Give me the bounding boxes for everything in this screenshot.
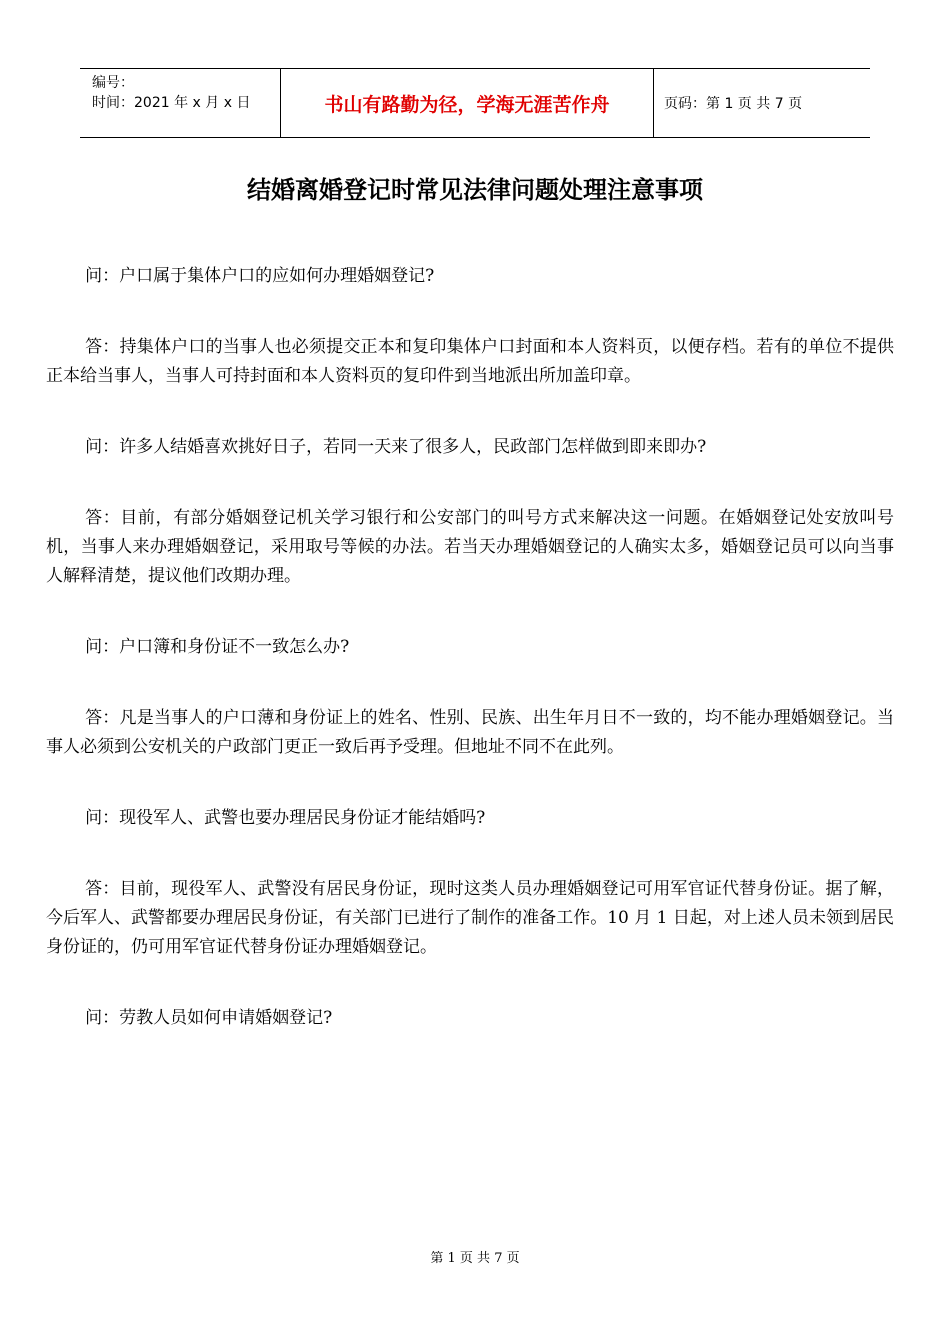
header-info-cell bbox=[80, 69, 281, 137]
header-table bbox=[80, 68, 870, 138]
paragraph-answer: 答：目前，有部分婚姻登记机关学习银行和公安部门的叫号方式来解决这一问题。在婚姻登记处安放叫号机，当事人来办理婚姻登记，采用取号等候的办法。若当天办理婚姻登记的人确实太多，婚姻登记员可以向当事人解释清楚，提议他们改期办理。 bbox=[46, 508, 894, 586]
page-info: 页码：第 1 页 共 7 页 bbox=[664, 96, 803, 112]
document-date: 时间：2021 年 x 月 x 日 bbox=[92, 95, 251, 111]
paragraph-answer: 答：目前，现役军人、武警没有居民身份证，现时这类人员办理婚姻登记可用军官证代替身份证。据了解，今后军人、武警都要办理居民身份证，有关部门已进行了制作的准备工作。10 月 1 日起，对上述人员未领到居民身份证的，仍可用军官证代替身份证办理婚姻登记。 bbox=[46, 879, 894, 957]
paragraph-question: 问：许多人结婚喜欢挑好日子，若同一天来了很多人，民政部门怎样做到即来即办? bbox=[85, 437, 707, 457]
header-motto-cell bbox=[281, 69, 654, 137]
paragraph-question: 问：劳教人员如何申请婚姻登记? bbox=[85, 1008, 333, 1028]
header-page-cell bbox=[654, 69, 870, 137]
document-code-label: 编号： bbox=[92, 75, 134, 91]
document-body bbox=[46, 262, 894, 1075]
document-title: 结婚离婚登记时常见法律问题处理注意事项 bbox=[247, 176, 703, 204]
paragraph-question: 问：户口属于集体户口的应如何办理婚姻登记? bbox=[85, 266, 435, 286]
paragraph-question: 问：现役军人、武警也要办理居民身份证才能结婚吗? bbox=[85, 808, 486, 828]
paragraph-answer: 答：持集体户口的当事人也必须提交正本和复印集体户口封面和本人资料页，以便存档。若有的单位不提供正本给当事人，当事人可持封面和本人资料页的复印件到当地派出所加盖印章。 bbox=[46, 337, 894, 386]
paragraph-answer: 答：凡是当事人的户口薄和身份证上的姓名、性别、民族、出生年月日不一致的，均不能办理婚姻登记。当事人必须到公安机关的户政部门更正一致后再予受理。但地址不同不在此列。 bbox=[46, 708, 894, 757]
motto-text: 书山有路勤为径，学海无涯苦作舟 bbox=[324, 93, 610, 116]
page-footer: 第 1 页 共 7 页 bbox=[430, 1251, 520, 1266]
paragraph-question: 问：户口簿和身份证不一致怎么办? bbox=[85, 637, 350, 657]
